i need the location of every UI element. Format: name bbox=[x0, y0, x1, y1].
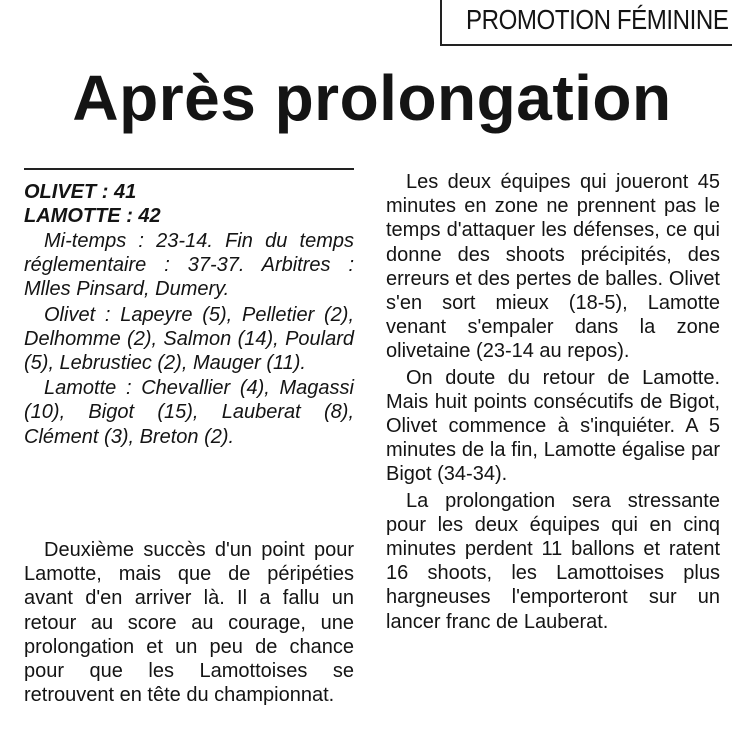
rubric-label: PROMOTION FÉMININE bbox=[466, 4, 729, 35]
article-right-column bbox=[386, 170, 720, 634]
score-lamotte: LAMOTTE : 42 bbox=[24, 205, 161, 227]
summary-olivet-players: Olivet : Lapeyre (5), Pelletier (2), Delhomme (2), Salmon (14), Poulard (5), Lebrustiec (2), Mauger (11). bbox=[24, 303, 354, 375]
article-paragraph: La prolongation sera stressante pour les deux équipes qui en cinq minutes perdent 11 ballons et ratent 16 shoots, les Lamottoises plus hargneuses l'emporteront sur un lancer franc de Lauberat. bbox=[386, 489, 720, 633]
article-left-column bbox=[24, 538, 354, 707]
column-divider-rule bbox=[24, 168, 354, 170]
article-paragraph: On doute du retour de Lamotte. Mais huit points consécutifs de Bigot, Olivet commence à s'inquiéter. A 5 minutes de la fin, Lamotte égalise par Bigot (34-34). bbox=[386, 366, 720, 486]
score-olivet: OLIVET : 41 bbox=[24, 181, 137, 203]
article-paragraph: Deuxième succès d'un point pour Lamotte, mais que de péripéties avant d'en arriver là. Il a fallu un retour au score au courage, une prolongation et un peu de chance pour que les Lamottoises se retrouvent en tête du championnat. bbox=[24, 539, 354, 707]
article-paragraph: Les deux équipes qui joueront 45 minutes en zone ne prennent pas le temps d'attaquer les défenses, ce qui donne des shoots précipités, des erreurs et des pertes de balles. Olivet s'en sort mieux (18-5), Lamotte venant s'empaler dans la zone olivetaine (23-14 au repos). bbox=[386, 171, 720, 363]
section-rubric bbox=[440, 0, 732, 46]
headline: Après prolongation bbox=[72, 62, 672, 134]
match-summary bbox=[24, 180, 354, 449]
summary-lamotte-players: Lamotte : Chevallier (4), Magassi (10), Bigot (15), Lauberat (8), Clément (3), Breton (2). bbox=[24, 377, 354, 448]
summary-halftime: Mi-temps : 23-14. Fin du temps réglementaire : 37-37. Arbitres : Mlles Pinsard, Dumery. bbox=[24, 230, 354, 301]
summary-block bbox=[24, 229, 354, 449]
